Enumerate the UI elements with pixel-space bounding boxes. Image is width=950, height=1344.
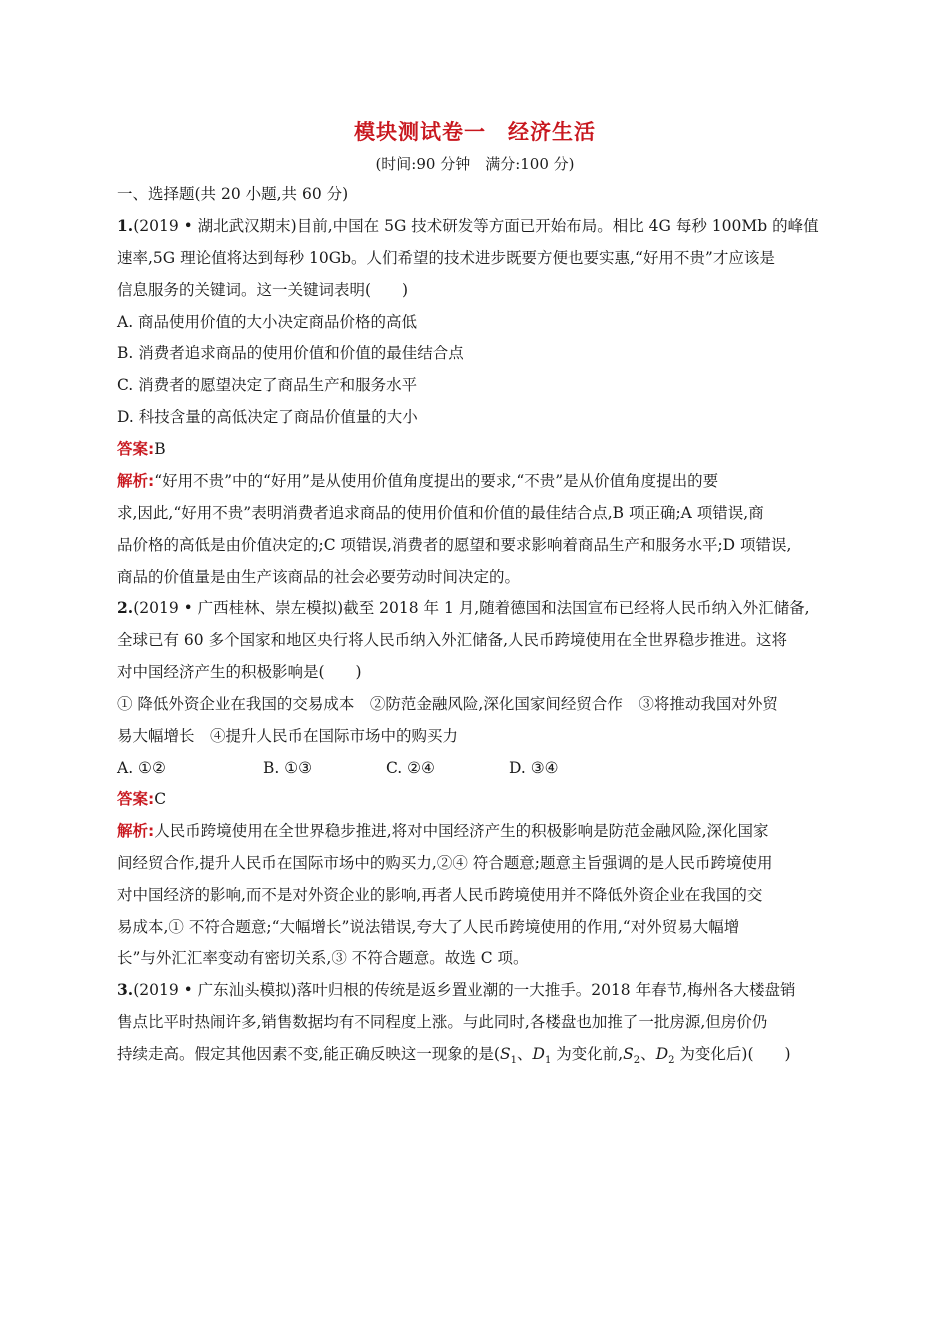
q1-analysis-line-3: 品价格的高低是由价值决定的;C 项错误,消费者的愿望和要求影响着商品生产和服务水平;D 项错误, [117,536,792,554]
q2-line-3: 对中国经济产生的积极影响是( ) [117,663,362,681]
q2-answer-value: C [154,790,167,808]
q1-analysis-line-4: 商品的价值量是由生产该商品的社会必要劳动时间决定的。 [117,568,521,586]
q3-d1: D [532,1045,545,1063]
q2-answer [117,789,166,809]
q1-option-c: C. 消费者的愿望决定了商品生产和服务水平 [117,376,418,394]
q2-analysis-line-2: 间经贸合作,提升人民币在国际市场中的购买力,②④ 符合题意;题意主旨强调的是人民币跨境使用 [117,854,773,872]
q1-option-b: B. 消费者追求商品的使用价值和价值的最佳结合点 [117,344,464,362]
q1-analysis-text-1: “好用不贵”中的“好用”是从使用价值角度提出的要求,“不贵”是从价值角度提出的要 [154,472,719,490]
q2-text-1: (2019 • 广西桂林、崇左模拟)截至 2018 年 1 月,随着德国和法国宣布已经将人民币纳入外汇储备, [133,599,810,617]
q1-line-2: 速率,5G 理论值将达到每秒 10Gb。人们希望的技术进步既要方便也要实惠,“好用不贵”才应该是 [117,249,775,267]
q2-option-a: A. ①② [117,759,166,777]
q2-analysis-text-1: 人民币跨境使用在全世界稳步推进,将对中国经济产生的积极影响是防范金融风险,深化国家 [154,822,769,840]
q2-line-2: 全球已有 60 多个国家和地区央行将人民币纳入外汇储备,人民币跨境使用在全世界稳步推进。这将 [117,631,788,649]
q2-line-1 [117,598,810,618]
page-subtitle: (时间:90 分钟 满分:100 分) [375,155,575,173]
q1-line-1 [117,216,819,236]
page-title: 模块测试卷一 经济生活 [354,120,596,144]
q2-analysis-line-1 [117,821,769,841]
q1-analysis-label: 解析: [117,472,155,490]
q2-option-d: D. ③④ [509,759,559,777]
q1-option-a: A. 商品使用价值的大小决定商品价格的高低 [117,313,418,331]
q1-line-3: 信息服务的关键词。这一关键词表明( ) [117,281,409,299]
q1-analysis-line-2: 求,因此,“好用不贵”表明消费者追求商品的使用价值和价值的最佳结合点,B 项正确;A 项错误,商 [117,504,764,522]
q3-d1-sub: 1 [544,1055,552,1067]
q3-line-2: 售点比平时热闹许多,销售数据均有不同程度上涨。与此同时,各楼盘也加推了一批房源,但房价仍 [117,1013,768,1031]
q3-text-3-suffix: 为变化后)( ) [674,1045,791,1063]
q1-text-1: (2019 • 湖北武汉期末)目前,中国在 5G 技术研发等方面已开始布局。相比 4G 每秒 100Mb 的峰值 [133,217,819,235]
q1-analysis-line-1 [117,471,718,491]
q3-sep-1: 、 [516,1045,533,1063]
q1-option-d: D. 科技含量的高低决定了商品价值量的大小 [117,408,418,426]
q2-option-b: B. ①③ [263,759,313,777]
q2-option-c: C. ②④ [386,759,435,777]
q2-number: 2. [117,598,134,617]
q1-answer-value: B [154,440,166,458]
q3-s2-sub: 2 [633,1055,641,1067]
q2-line-5: 易大幅增长 ④提升人民币在国际市场中的购买力 [117,727,459,745]
q3-text-3-mid: 为变化前, [551,1045,624,1063]
q1-answer-label: 答案: [117,440,155,458]
q3-sep-2: 、 [640,1045,656,1063]
q3-text-3-prefix: 持续走高。假定其他因素不变,能正确反映这一现象的是( [117,1045,500,1063]
q3-s1-sub: 1 [510,1055,517,1067]
q2-analysis-line-4: 易成本,① 不符合题意;“大幅增长”说法错误,夸大了人民币跨境使用的作用,“对外贸易大幅增 [117,918,740,936]
q3-s1: S [499,1045,511,1063]
q1-answer [117,439,166,459]
q2-analysis-label: 解析: [117,822,155,840]
q2-analysis-line-3: 对中国经济的影响,而不是对外资企业的影响,再者人民币跨境使用并不降低外资企业在我国的交 [117,886,763,904]
q3-text-1: (2019 • 广东汕头模拟)落叶归根的传统是返乡置业潮的一大推手。2018 年春节,梅州各大楼盘销 [133,981,796,999]
q3-d2-sub: 2 [668,1055,675,1067]
q3-d2: D [655,1045,669,1063]
q1-number: 1. [117,216,134,235]
q3-line-3 [117,1044,791,1071]
section-heading: 一、选择题(共 20 小题,共 60 分) [117,185,349,203]
q2-line-4: ① 降低外资企业在我国的交易成本 ②防范金融风险,深化国家间经贸合作 ③将推动我国对外贸 [117,695,778,713]
q3-number: 3. [117,980,134,999]
q2-answer-label: 答案: [117,790,155,808]
q3-line-1 [117,980,796,1000]
q3-s2: S [623,1045,634,1063]
q2-analysis-line-5: 长”与外汇汇率变动有密切关系,③ 不符合题意。故选 C 项。 [117,949,529,967]
